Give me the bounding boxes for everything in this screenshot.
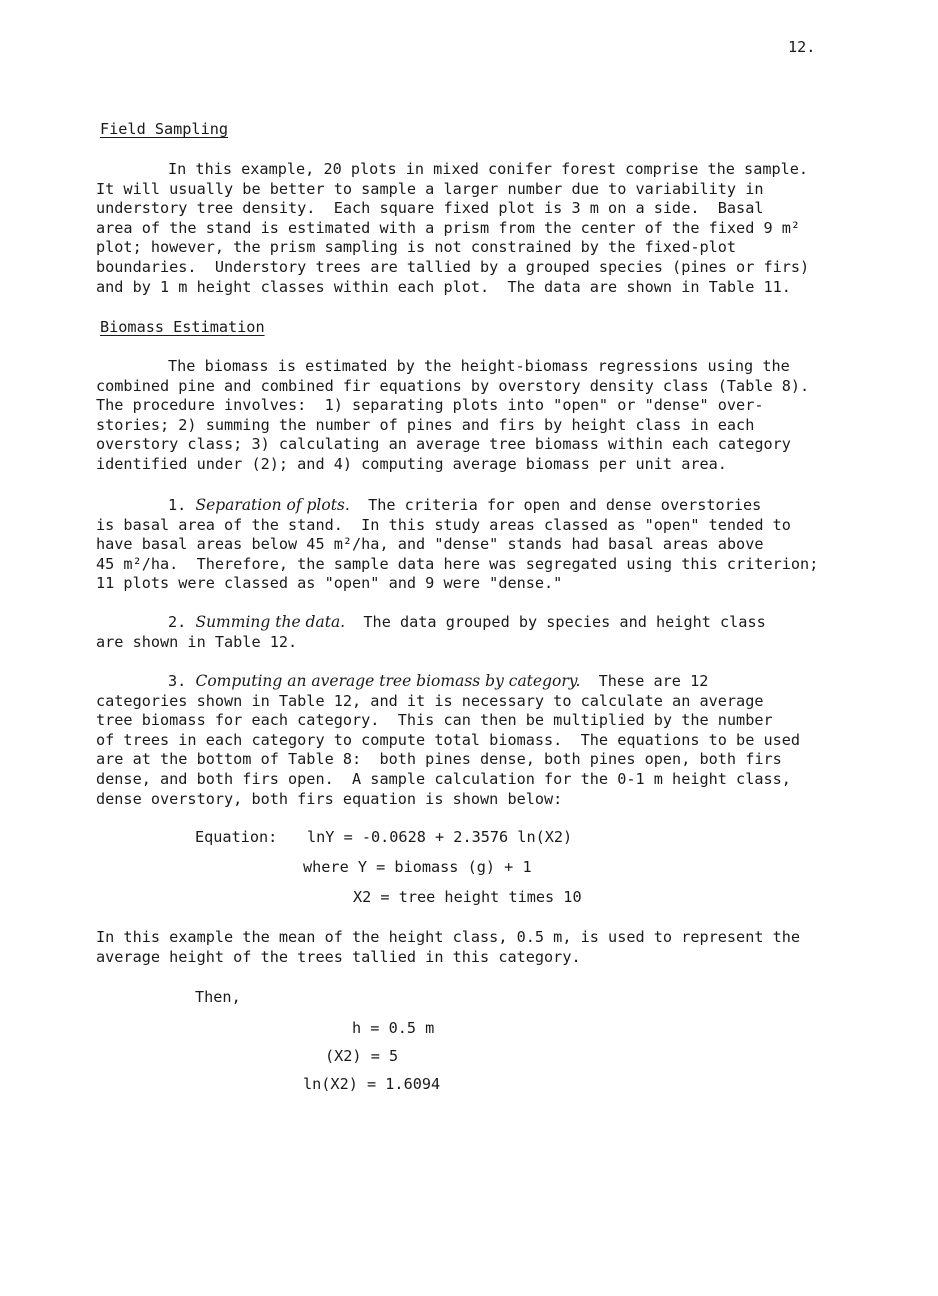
item-title: Summing the data. <box>195 613 346 631</box>
paragraph-summing-the-data <box>96 613 896 652</box>
text-line: boundaries. Understory trees are tallied by a grouped species (pines or firs) <box>96 257 810 276</box>
text-line: identified under (2); and 4) computing average biomass per unit area. <box>96 454 727 473</box>
equation-x2-definition: X2 = tree height times 10 <box>353 888 582 906</box>
text-line: is basal area of the stand. In this study areas classed as "open" tended to <box>96 515 791 534</box>
text-line: 45 m²/ha. Therefore, the sample data here was segregated using this criterion; <box>96 554 819 573</box>
text-line: and by 1 m height classes within each plot. The data are shown in Table 11. <box>96 277 791 296</box>
text-line: understory tree density. Each square fixed plot is 3 m on a side. Basal <box>96 199 764 218</box>
text-line <box>96 672 896 692</box>
paragraph-separation-of-plots <box>96 496 896 594</box>
text-line: stories; 2) summing the number of pines and firs by height class in each <box>96 415 755 434</box>
text-line: are shown in Table 12. <box>96 632 298 651</box>
text-line <box>96 496 896 516</box>
text-line: In this example, 20 plots in mixed conifer forest comprise the sample. <box>168 160 809 178</box>
paragraph-average-tree-biomass <box>96 672 896 809</box>
then-label: Then, <box>195 988 241 1006</box>
text-line: The procedure involves: 1) separating plots into "open" or "dense" over- <box>96 396 764 415</box>
paragraph-biomass-intro <box>96 357 896 475</box>
page-number: 12. <box>788 38 816 56</box>
text-line: categories shown in Table 12, and it is necessary to calculate an average <box>96 691 764 710</box>
equation-where-line: where Y = biomass (g) + 1 <box>303 858 532 876</box>
text-line: 11 plots were classed as "open" and 9 were "dense." <box>96 574 563 593</box>
text-line: plot; however, the prism sampling is not constrained by the fixed-plot <box>96 238 737 257</box>
text-line: overstory class; 3) calculating an average tree biomass within each category <box>96 435 791 454</box>
heading-field-sampling: Field Sampling <box>100 120 229 138</box>
heading-biomass-estimation: Biomass Estimation <box>100 318 265 336</box>
calc-h-line: h = 0.5 m <box>352 1019 435 1037</box>
item-number: 3. <box>168 672 187 690</box>
text-line: have basal areas below 45 m²/ha, and "dense" stands had basal areas above <box>96 535 764 554</box>
text-line: It will usually be better to sample a larger number due to variability in <box>96 179 764 198</box>
text-line: dense overstory, both firs equation is shown below: <box>96 789 563 808</box>
text-line: of trees in each category to compute total biomass. The equations to be used <box>96 730 801 749</box>
item-title: Separation of plots. <box>195 496 350 514</box>
item-title: Computing an average tree biomass by category. <box>195 672 581 690</box>
text-line: combined pine and combined fir equations by overstory density class (Table 8). <box>96 376 810 395</box>
text-line <box>96 613 896 633</box>
text-line: are at the bottom of Table 8: both pines dense, both pines open, both firs <box>96 750 782 769</box>
paragraph-mean-height <box>96 928 896 967</box>
item-number: 1. <box>168 496 187 514</box>
item-text: The criteria for open and dense overstories <box>349 496 762 514</box>
item-text: The data grouped by species and height class <box>345 613 766 631</box>
text-line: In this example the mean of the height class, 0.5 m, is used to represent the <box>96 928 801 946</box>
text-line: dense, and both firs open. A sample calculation for the 0-1 m height class, <box>96 769 791 788</box>
text-line: tree biomass for each category. This can then be multiplied by the number <box>96 711 773 730</box>
calc-x2-line: (X2) = 5 <box>325 1047 399 1065</box>
text-line: average height of the trees tallied in this category. <box>96 947 581 966</box>
text-line: area of the stand is estimated with a prism from the center of the fixed 9 m² <box>96 218 801 237</box>
paragraph-field-sampling <box>96 160 896 297</box>
text-line: The biomass is estimated by the height-biomass regressions using the <box>168 357 790 375</box>
equation-formula: lnY = -0.0628 + 2.3576 ln(X2) <box>307 828 573 846</box>
calc-ln-line: ln(X2) = 1.6094 <box>303 1075 441 1093</box>
equation-label: Equation: <box>195 828 278 846</box>
item-text: These are 12 <box>580 672 709 690</box>
item-number: 2. <box>168 613 187 631</box>
